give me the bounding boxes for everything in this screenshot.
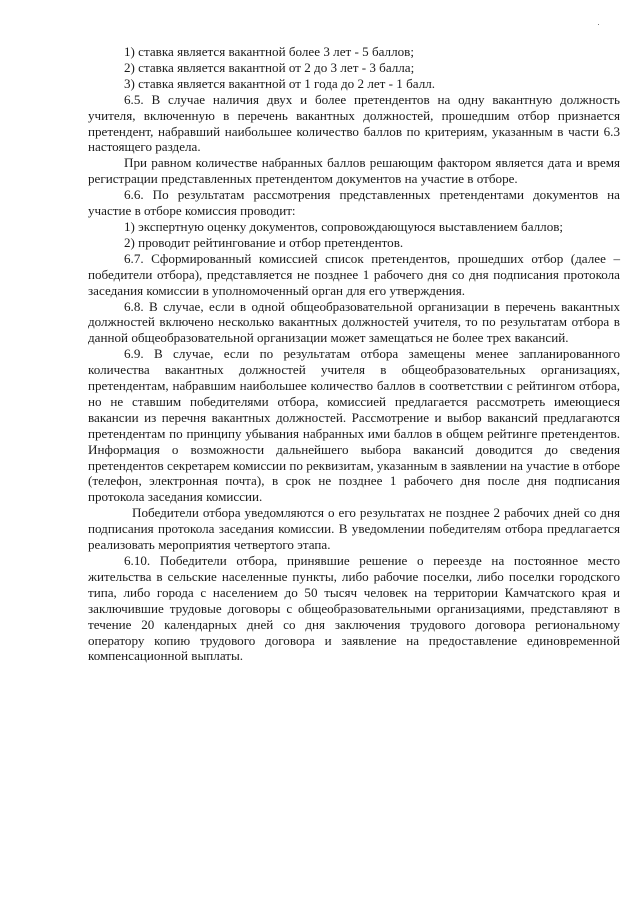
paragraph-6-9: 6.9. В случае, если по результатам отбора замещены менее запланированного количества вакантных должностей учителя в общеобразовательных организациях, претендентам, набравшим наибольшее количество баллов в соответствии с рейтингом отбора, но не ставшим победителями отбора, комиссией предлагается рассмотреть имеющиеся вакансии из перечня вакантных должностей. Рассмотрение и выбор вакансий предлагаются претендентам по принципу убывания набранных ими баллов в общем рейтинге претендентов. Информация о возможности дальнейшего выбора вакансий доводится до сведения претендентов секретарем комиссии по реквизитам, указанным в заявлении на участие в отборе (телефон, электронная почта), в срок не позднее 1 рабочего дня после дня подписания протокола заседания комиссии. (88, 346, 620, 505)
paragraph-6-6: 6.6. По результатам рассмотрения представленных претендентами документов на участие в отборе комиссия проводит: (88, 187, 620, 219)
paragraph-equal-score-rule: При равном количестве набранных баллов решающим фактором является дата и время регистрации представленных претендентом документов на участие в отборе. (88, 155, 620, 187)
paragraph-6-7: 6.7. Сформированный комиссией список претендентов, прошедших отбор (далее – победители отбора), представляется не позднее 1 рабочего дня со дня подписания протокола заседания комиссии в уполномоченный орган для его утверждения. (88, 250, 620, 298)
list-item-criterion-5-points: 1) ставка является вакантной более 3 лет - 5 баллов; (124, 44, 414, 59)
paragraph-6-8: 6.8. В случае, если в одной общеобразовательной организации в перечень вакантных должностей включено несколько вакантных должностей учителя, то по результатам отбора в данной общеобразовательной организации может замещаться не более трех вакансий. (88, 298, 620, 346)
paragraph-6-10: 6.10. Победители отбора, принявшие решение о переезде на постоянное место жительства в сельские населенные пункты, либо рабочие поселки, либо поселки городского типа, либо города с населением до 50 тысяч человек на территории Камчатского края и заключившие трудовые договоры с общеобразовательными организациями, представляют в течение 20 календарных дней со дня заключения трудового договора региональному оператору копию трудового договора и заявление на предоставление единовременной компенсационной выплаты. (88, 553, 620, 664)
document-page (88, 44, 620, 664)
paragraph-6-5: 6.5. В случае наличия двух и более претендентов на одну вакантную должность учителя, включенную в перечень вакантных должностей, прошедшим отбор признается претендент, набравший наибольшее количество баллов по критериям, указанным в части 6.3 настоящего раздела. (88, 91, 620, 155)
list-item-rating: 2) проводит рейтингование и отбор претендентов. (124, 234, 404, 250)
list-item-criterion-3-points: 2) ставка является вакантной от 2 до 3 лет - 3 балла; (124, 59, 415, 75)
list-item-criterion-1-point: 3) ставка является вакантной от 1 года до 2 лет - 1 балл. (124, 75, 436, 91)
list-item-expert-evaluation: 1) экспертную оценку документов, сопровождающуюся выставлением баллов; (124, 218, 564, 234)
paragraph-winners-notification: Победители отбора уведомляются о его результатах не позднее 2 рабочих дней со дня подписания протокола заседания комиссии. В уведомлении победителям отбора предлагается реализовать мероприятия четвертого этапа. (88, 505, 620, 553)
scan-speck (598, 24, 599, 25)
